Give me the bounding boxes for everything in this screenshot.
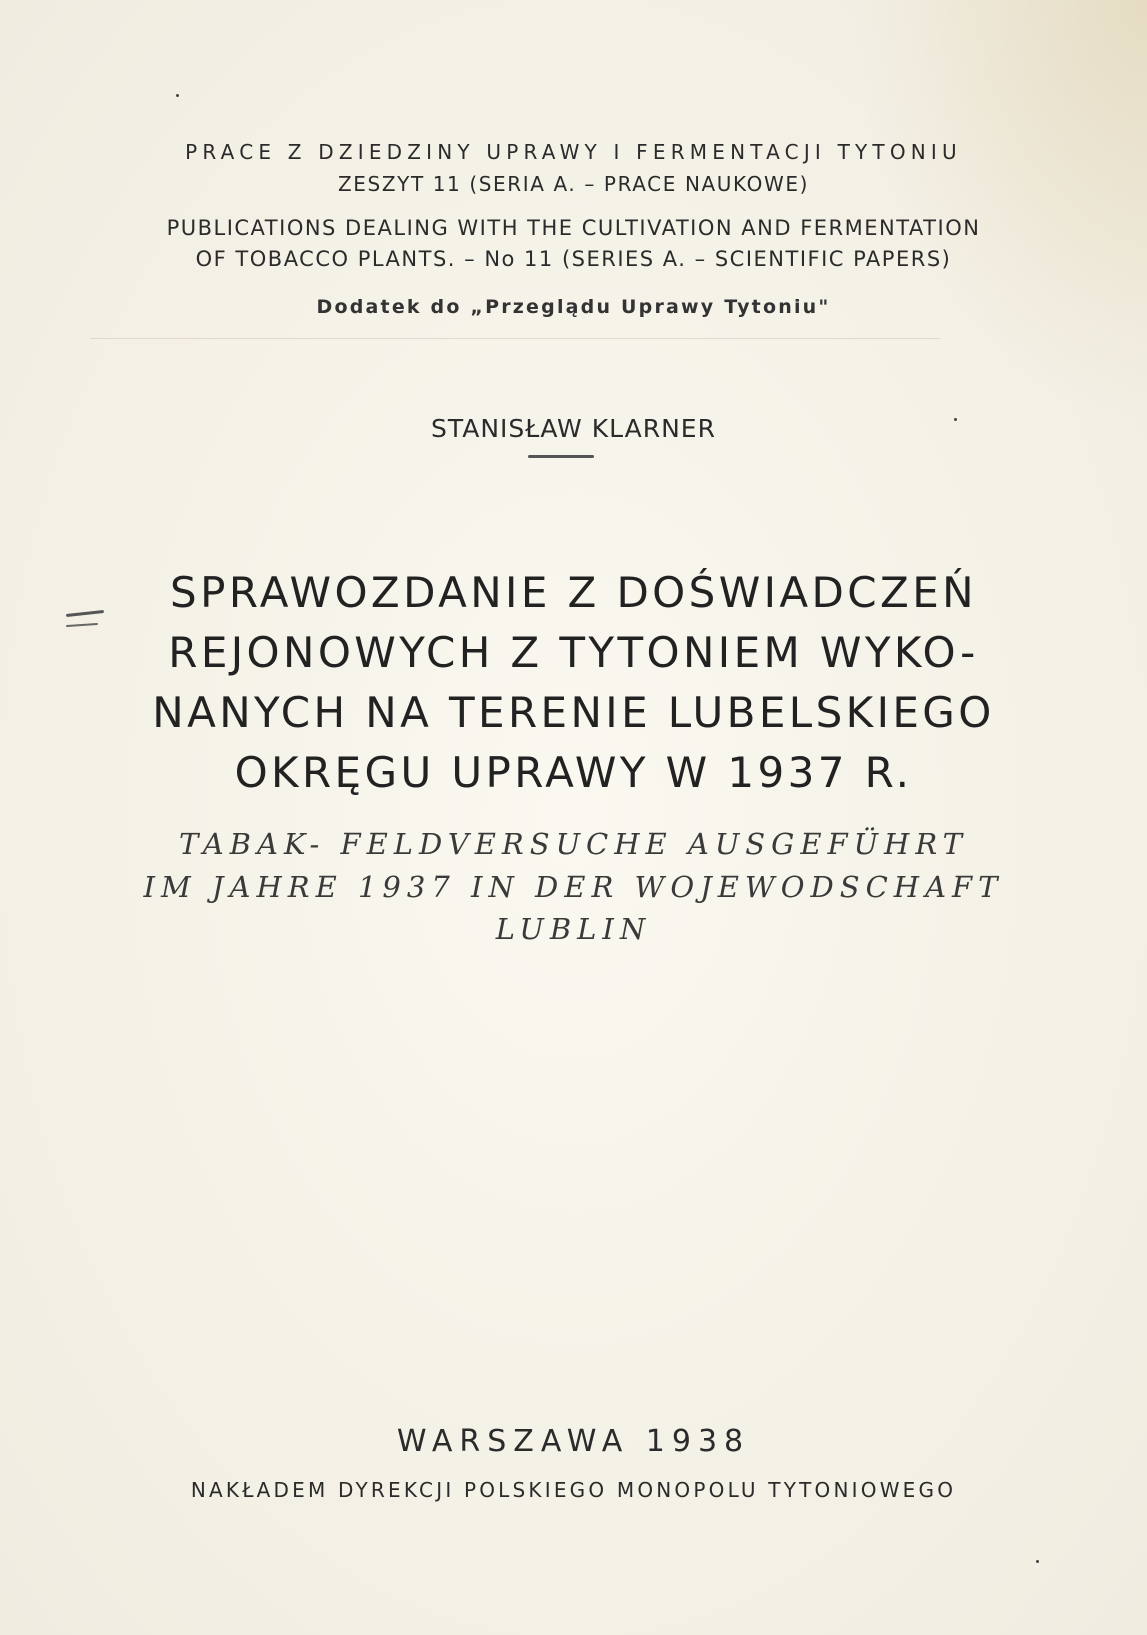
- german-subtitle-line-1: TABAK- FELDVERSUCHE AUSGEFÜHRT: [178, 827, 969, 861]
- ink-speck: [1036, 1560, 1039, 1563]
- pencil-mark: [66, 623, 98, 627]
- main-title-line-2: REJONOWYCH Z TYTONIEM WYKO-: [168, 628, 979, 677]
- main-title-line-4: OKRĘGU UPRAWY W 1937 R.: [234, 748, 913, 797]
- ink-speck: [176, 94, 179, 97]
- author-name: STANISŁAW KLARNER: [431, 414, 716, 443]
- main-title-line-1: SPRAWOZDANIE Z DOŚWIADCZEŃ: [170, 568, 977, 617]
- series-issue-polish: ZESZYT 11 (SERIA A. – PRACE NAUKOWE): [338, 172, 809, 196]
- header-divider: [90, 338, 940, 339]
- german-subtitle-line-2: IM JAHRE 1937 IN DER WOJEWODSCHAFT: [143, 870, 1004, 904]
- series-title-english-line-1: PUBLICATIONS DEALING WITH THE CULTIVATION AND FERMENTATION: [166, 216, 981, 240]
- main-title-line-3: NANYCH NA TERENIE LUBELSKIEGO: [152, 688, 995, 737]
- author-underline: [528, 455, 594, 458]
- ink-speck: [954, 418, 957, 421]
- german-subtitle-line-3: LUBLIN: [495, 912, 652, 946]
- supplement-note: Dodatek do „Przeglądu Uprawy Tytoniu": [316, 296, 831, 318]
- publisher: NAKŁADEM DYREKCJI POLSKIEGO MONOPOLU TYTONIOWEGO: [190, 1478, 957, 1502]
- series-title-polish: PRACE Z DZIEDZINY UPRAWY I FERMENTACJI TYTONIU: [185, 140, 962, 164]
- series-title-english-line-2: OF TOBACCO PLANTS. – No 11 (SERIES A. – SCIENTIFIC PAPERS): [195, 247, 952, 271]
- place-and-year: WARSZAWA 1938: [396, 1424, 751, 1459]
